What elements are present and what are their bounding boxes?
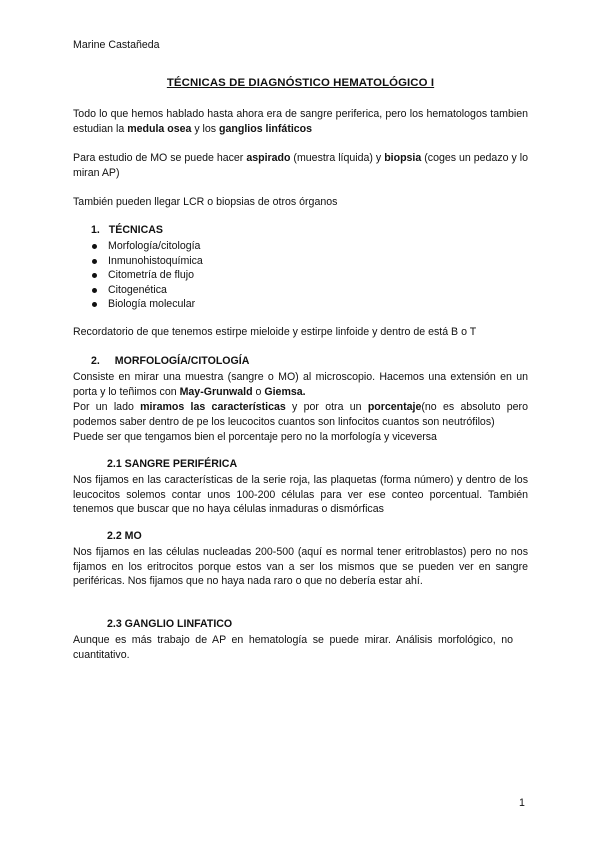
- page-number: 1: [519, 797, 525, 809]
- section-2-title: MORFOLOGÍA/CITOLOGÍA: [114, 355, 250, 367]
- text-run: Para estudio de MO se puede hacer: [73, 152, 247, 164]
- section-1-title: TÉCNICAS: [108, 224, 163, 236]
- section-1-heading: [91, 224, 163, 236]
- bold-text-run: medula osea: [127, 122, 192, 135]
- text-run: Todo lo que hemos hablado hasta ahora era de sangre periferica, pero los hematologos tambien estudian la: [73, 108, 528, 135]
- list-item: Morfología/citología: [73, 239, 203, 254]
- section-2-2-paragraph: Nos fijamos en las células nucleadas 200-500 (aquí es normal tener eritroblastos) pero no nos fijamos en los eritrocitos porque estos van a ser los mismos que se pueden ver en sangre periféricas. Nos fijamos que no haya nada raro o que no debería estar ahí.: [73, 546, 528, 588]
- document-title: TÉCNICAS DE DIAGNÓSTICO HEMATOLÓGICO I: [166, 77, 435, 89]
- list-item: Inmunohistoquímica: [73, 254, 203, 269]
- bullet-icon: [92, 302, 97, 307]
- list-item: Citometría de flujo: [73, 268, 203, 283]
- bold-text-run: aspirado: [246, 152, 291, 164]
- section-2-2-heading: 2.2 MO: [107, 530, 142, 542]
- section-1-number: 1.: [91, 224, 100, 236]
- list-item: Biología molecular: [73, 297, 203, 312]
- intro-paragraph-3: También pueden llegar LCR o biopsias de otros órganos: [73, 196, 338, 208]
- text-run: o: [252, 385, 265, 398]
- bold-text-run: May-Grunwald: [179, 385, 253, 398]
- bullet-icon: [92, 244, 97, 249]
- text-run: y por otra un: [285, 401, 368, 413]
- text-run: (coges un pedazo y lo miran AP): [73, 152, 528, 179]
- bold-text-run: porcentaje: [367, 401, 422, 413]
- section-2-paragraph-2: [73, 400, 528, 429]
- bullet-icon: [92, 273, 97, 278]
- section-2-3-heading: 2.3 GANGLIO LINFATICO: [107, 618, 233, 630]
- bold-text-run: miramos las características: [140, 401, 286, 413]
- section-2-number: 2.: [91, 355, 100, 367]
- intro-paragraph-1: [73, 107, 528, 136]
- section-2-3-paragraph: Aunque es más trabajo de AP en hematología se puede mirar. Análisis morfológico, no cuantitativo.: [73, 634, 513, 661]
- bold-text-run: ganglios linfáticos: [219, 122, 313, 135]
- text-run: (muestra líquida) y: [290, 152, 385, 164]
- intro-paragraph-2: [73, 151, 528, 180]
- bullet-icon: [92, 288, 97, 293]
- section-2-1-heading: 2.1 SANGRE PERIFÉRICA: [107, 458, 238, 470]
- text-run: y los: [191, 122, 220, 135]
- bullet-icon: [92, 259, 97, 264]
- list-item: Citogenética: [73, 283, 203, 298]
- section-2-heading: [91, 355, 249, 367]
- text-run: (no es absoluto pero podemos saber dentro de pe los leucocitos cuantos son linfocitos cuantos son neutrófilos): [73, 401, 528, 428]
- bold-text-run: Giemsa.: [264, 385, 306, 398]
- text-run: Consiste en mirar una muestra (sangre o MO) al microscopio. Hacemos una extensión en un porta y lo teñimos con: [73, 371, 528, 398]
- author-header: Marine Castañeda: [73, 39, 160, 51]
- text-run: Por un lado: [73, 401, 141, 413]
- techniques-list: [73, 239, 203, 312]
- section-2-1-paragraph: Nos fijamos en las características de la serie roja, las plaquetas (forma número) y dentro de los leucocitos solemos contar unos 100-200 células para ver ese conteo porcentual. También tenemos que buscar que no haya células inmaduras o dismórficas: [73, 474, 528, 516]
- bold-text-run: biopsia: [384, 152, 422, 164]
- section-2-paragraph-3: Puede ser que tengamos bien el porcentaje pero no la morfología y viceversa: [73, 431, 437, 443]
- reminder-paragraph: Recordatorio de que tenemos estirpe mieloide y estirpe linfoide y dentro de está B o T: [73, 326, 477, 338]
- section-2-paragraph-1: [73, 370, 528, 399]
